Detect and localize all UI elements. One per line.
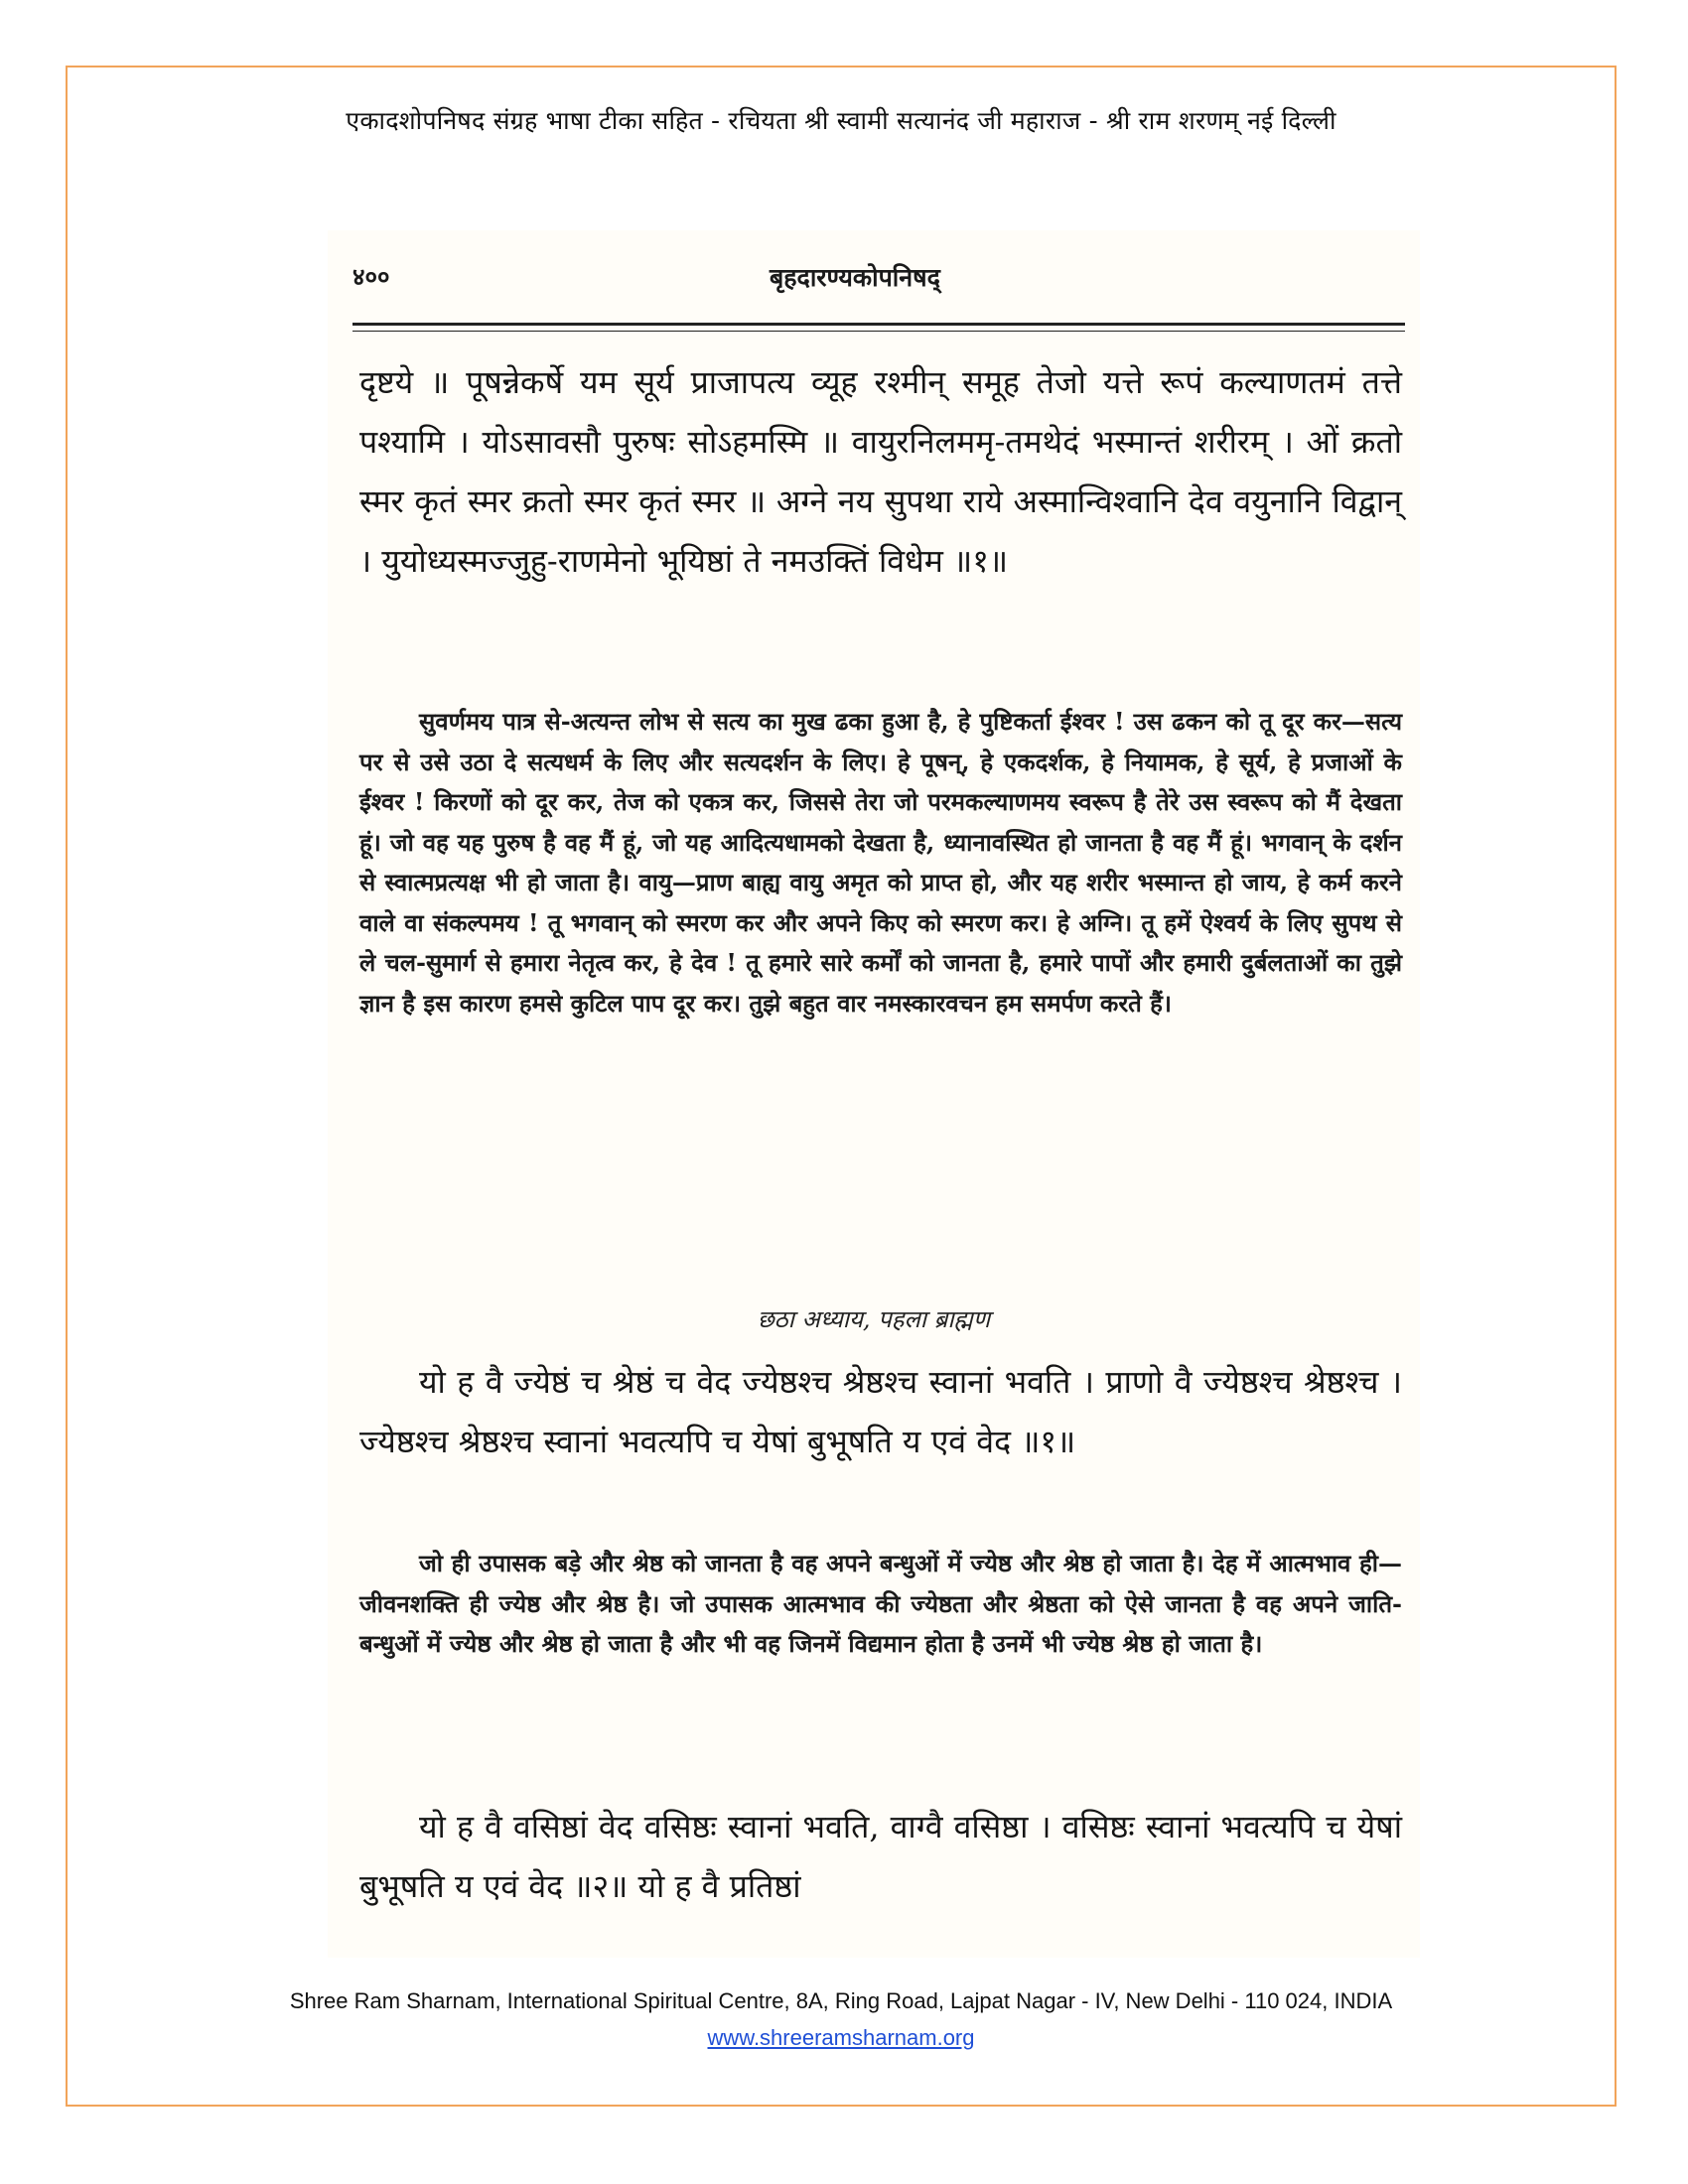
- footer-address: Shree Ram Sharnam, International Spiritual Centre, 8A, Ring Road, Lajpat Nagar - IV, New Delhi - 110 024, INDIA: [289, 1988, 1393, 2013]
- header-rule-thin: [352, 331, 1405, 332]
- commentary-block-2: जो ही उपासक बड़े और श्रेष्ठ को जानता है वह अपने बन्धुओं में ज्येष्ठ और श्रेष्ठ हो जाता है। देह में आत्मभाव ही—जीवनशक्ति ही ज्येष्ठ और श्रेष्ठ है। जो उपासक आत्मभाव की ज्येष्ठता और श्रेष्ठता को ऐसे जानता है वह अपने जाति-बन्धुओं में ज्येष्ठ और श्रेष्ठ हो जाता है और भी वह जिनमें विद्यमान होता है उनमें भी ज्येष्ठ श्रेष्ठ हो जाता है।: [359, 1549, 1402, 1658]
- verse-block-3: यो ह वै वसिष्ठां वेद वसिष्ठः स्वानां भवति, वाग्वै वसिष्ठा । वसिष्ठः स्वानां भवत्यपि च येषां बुभूषति य एवं वेद ॥२॥ यो ह वै प्रतिष्ठां: [359, 1808, 1402, 1905]
- document-header: एकादशोपनिषद संग्रह भाषा टीका सहित - रचियता श्री स्वामी सत्यानंद जी महाराज - श्री राम शरणम् नई दिल्ली: [346, 106, 1336, 135]
- verse-block-1: दृष्टये ॥ पूषन्नेकर्षे यम सूर्य प्राजापत्य व्यूह रश्मीन् समूह तेजो यत्ते रूपं कल्याणतमं तत्ते पश्यामि । योऽसावसौ पुरुषः सोऽहमस्मि ॥ वायुरनिलममृ-तमथेदं भस्मान्तं शरीरम् । ओं क्रतो स्मर कृतं स्मर क्रतो स्मर कृतं स्मर ॥ अग्ने नय सुपथा राये अस्मान्विश्वानि देव वयुनानि विद्वान् । युयोध्यस्मज्जुहु-राणमेनो भूयिष्ठां ते नमउक्तिं विधेम ॥१॥: [359, 363, 1402, 580]
- page-number: ४००: [352, 262, 390, 291]
- commentary-block-1: सुवर्णमय पात्र से-अत्यन्त लोभ से सत्य का मुख ढका हुआ है, हे पुष्टिकर्ता ईश्वर ! उस ढकन को तू दूर कर—सत्य पर से उसे उठा दे सत्यधर्म के लिए और सत्यदर्शन के लिए। हे पूषन्, हे एकदर्शक, हे नियामक, हे सूर्य, हे प्रजाओं के ईश्वर ! किरणों को दूर कर, तेज को एकत्र कर, जिससे तेरा जो परमकल्याणमय स्वरूप है तेरे उस स्वरूप को मैं देखता हूं। जो वह यह पुरुष है वह मैं हूं, जो यह आदित्यधामको देखता है, ध्यानावस्थित हो जानता है वह मैं हूं। भगवान् के दर्शन से स्वात्मप्रत्यक्ष भी हो जाता है। वायु—प्राण बाह्य वायु अमृत को प्राप्त हो, और यह शरीर भस्मान्त हो जाय, हे कर्म करने वाले वा संकल्पमय ! तू भगवान् को स्मरण कर और अपने किए को स्मरण कर। हे अग्नि। तू हमें ऐश्वर्य के लिए सुपथ से ले चल-सुमार्ग से हमारा नेतृत्व कर, हे देव ! तू हमारे सारे कर्मों को जानता है, हमारे पापों और हमारी दुर्बलताओं का तुझे ज्ञान है इस कारण हमसे कुटिल पाप दूर कर। तुझे बहुत वार नमस्कारवचन हम समर्पण करते हैं।: [359, 707, 1402, 1018]
- verse-block-2: यो ह वै ज्येष्ठं च श्रेष्ठं च वेद ज्येष्ठश्च श्रेष्ठश्च स्वानां भवति । प्राणो वै ज्येष्ठश्च श्रेष्ठश्च । ज्येष्ठश्च श्रेष्ठश्च स्वानां भवत्यपि च येषां बुभूषति य एवं वेद ॥१॥: [359, 1363, 1402, 1460]
- running-head: [352, 260, 1405, 300]
- website-link[interactable]: www.shreeramsharnam.org: [707, 2025, 975, 2050]
- section-heading: छठा अध्याय, पहला ब्राह्मण: [757, 1305, 991, 1333]
- running-title: बृहदारण्यकोपनिषद्: [770, 263, 940, 292]
- header-rule: [352, 323, 1405, 326]
